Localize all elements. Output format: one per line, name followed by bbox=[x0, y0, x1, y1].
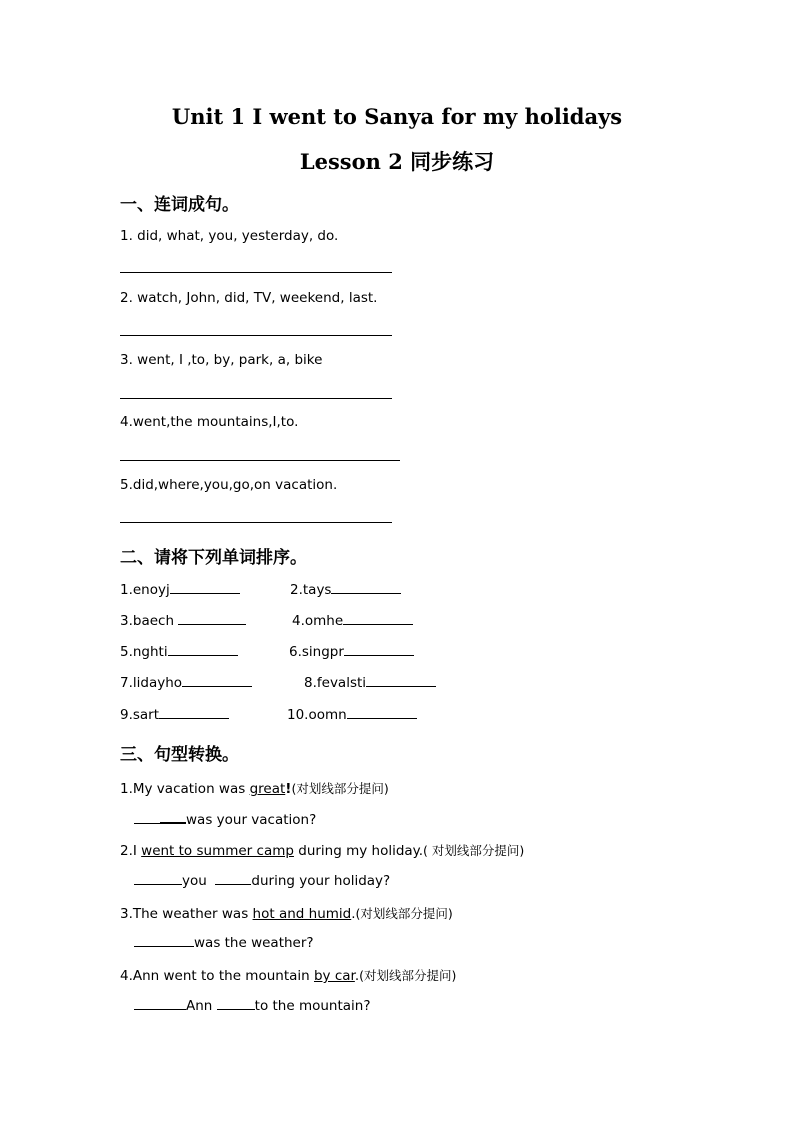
transform-q4 bbox=[120, 966, 456, 984]
worksheet-title: Unit 1 I went to Sanya for my holidays bbox=[171, 104, 623, 129]
section-2-heading: 二、请将下列单词排序。 bbox=[120, 548, 307, 568]
q1-underlined: great bbox=[249, 781, 286, 797]
q4-text: 4.Ann went to the mountain bbox=[120, 968, 314, 984]
answer-blank[interactable] bbox=[343, 612, 413, 625]
word-item-2 bbox=[290, 581, 401, 598]
question-1-2: 2. watch, John, did, TV, weekend, last. bbox=[120, 290, 378, 306]
answer-blank[interactable] bbox=[160, 810, 186, 824]
answer-blank[interactable] bbox=[134, 934, 194, 947]
answer-blank[interactable] bbox=[134, 872, 182, 885]
word-label: 9.sart bbox=[120, 707, 160, 723]
word-label: 6.singpr bbox=[289, 644, 344, 660]
answer-blank[interactable] bbox=[170, 581, 240, 594]
word-label: 1.enoyj bbox=[120, 582, 170, 598]
answer-line-1-2[interactable] bbox=[120, 335, 392, 336]
q3-post: . bbox=[351, 906, 356, 922]
q4-underlined: by car bbox=[313, 968, 355, 984]
q1-post: ! bbox=[285, 781, 292, 797]
answer-blank[interactable] bbox=[344, 643, 414, 656]
word-item-4 bbox=[292, 612, 413, 629]
transform-q3 bbox=[120, 904, 453, 922]
q3-underlined: hot and humid bbox=[252, 906, 352, 922]
word-label: 3.baech bbox=[120, 613, 175, 629]
q4-note: (对划线部分提问) bbox=[359, 968, 457, 983]
answer-blank[interactable] bbox=[217, 997, 255, 1010]
q4-post: . bbox=[354, 968, 360, 984]
a2-text-a: you bbox=[182, 873, 207, 889]
word-item-7 bbox=[120, 674, 252, 691]
answer-blank[interactable] bbox=[366, 674, 436, 687]
word-label: 8.fevalsti bbox=[304, 675, 367, 691]
answer-blank[interactable] bbox=[134, 997, 186, 1010]
question-1-1: 1. did, what, you, yesterday, do. bbox=[120, 228, 339, 244]
q1-text: 1.My vacation was bbox=[120, 781, 250, 797]
answer-blank[interactable] bbox=[159, 706, 229, 719]
answer-blank[interactable] bbox=[178, 612, 246, 625]
q2-underlined: went to summer camp bbox=[141, 843, 294, 859]
answer-line-1-4[interactable] bbox=[120, 460, 400, 461]
word-item-9 bbox=[120, 706, 229, 723]
q2-text: 2.I bbox=[120, 843, 142, 859]
answer-blank[interactable] bbox=[168, 643, 238, 656]
q3-text: 3.The weather was bbox=[120, 906, 253, 922]
word-item-1 bbox=[120, 581, 240, 598]
answer-blank[interactable] bbox=[134, 811, 160, 824]
transform-a2 bbox=[134, 872, 390, 889]
word-label: 4.omhe bbox=[292, 613, 344, 629]
answer-blank[interactable] bbox=[347, 706, 417, 719]
answer-line-1-3[interactable] bbox=[120, 398, 392, 399]
a4-text-a: Ann bbox=[186, 998, 213, 1014]
q3-note: (对划线部分提问) bbox=[355, 906, 453, 921]
answer-blank[interactable] bbox=[182, 674, 252, 687]
transform-a3 bbox=[134, 934, 314, 951]
word-item-5 bbox=[120, 643, 238, 660]
word-label: 2.tays bbox=[290, 582, 332, 598]
question-1-3: 3. went, I ,to, by, park, a, bike bbox=[120, 352, 323, 368]
word-label: 5.nghti bbox=[120, 644, 168, 660]
answer-line-1-1[interactable] bbox=[120, 272, 392, 273]
word-item-3 bbox=[120, 612, 246, 629]
lesson-subtitle: Lesson 2 同步练习 bbox=[299, 149, 495, 174]
transform-q1 bbox=[120, 779, 389, 797]
a4-text-b: to the mountain? bbox=[254, 998, 371, 1014]
word-label: 7.lidayho bbox=[120, 675, 183, 691]
section-3-heading: 三、句型转换。 bbox=[120, 745, 239, 765]
a3-text: was the weather? bbox=[194, 935, 314, 951]
word-item-6 bbox=[289, 643, 414, 660]
q1-note: (对划线部分提问) bbox=[291, 781, 389, 796]
answer-blank[interactable] bbox=[331, 581, 401, 594]
answer-blank[interactable] bbox=[215, 872, 251, 885]
word-item-10 bbox=[287, 706, 417, 723]
word-item-8 bbox=[304, 674, 436, 691]
word-label: 10.oomn bbox=[287, 707, 347, 723]
question-1-5: 5.did,where,you,go,on vacation. bbox=[120, 477, 338, 493]
section-1-heading: 一、连词成句。 bbox=[120, 195, 239, 215]
a2-text-b: during your holiday? bbox=[251, 873, 391, 889]
answer-line-1-5[interactable] bbox=[120, 522, 392, 523]
transform-q2 bbox=[120, 841, 524, 859]
a1-text: was your vacation? bbox=[186, 812, 317, 828]
transform-a1 bbox=[134, 810, 316, 828]
transform-a4 bbox=[134, 997, 371, 1014]
q2-note: ( 对划线部分提问) bbox=[423, 843, 525, 858]
question-1-4: 4.went,the mountains,I,to. bbox=[120, 414, 299, 430]
q2-post: during my holiday. bbox=[293, 843, 424, 859]
